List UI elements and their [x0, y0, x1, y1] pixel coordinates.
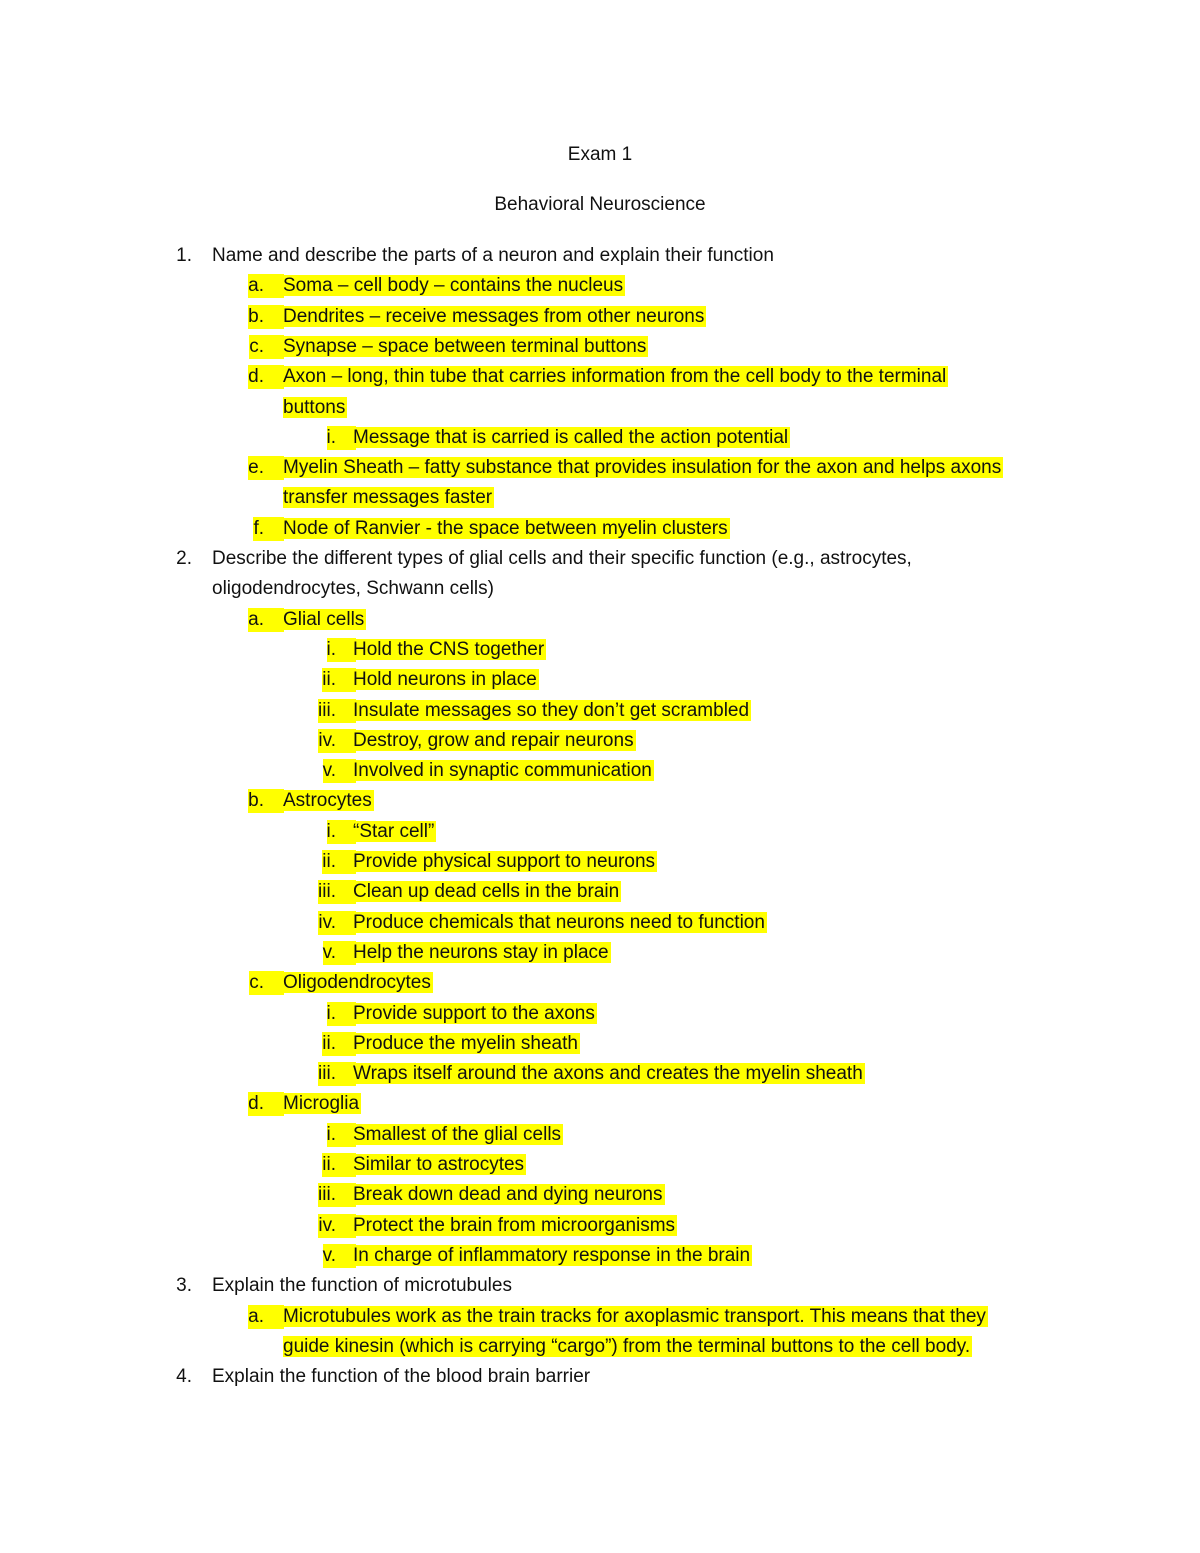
list-marker: 1.	[176, 245, 192, 266]
list-item-text: Node of Ranvier - the space between myelin clusters	[283, 518, 728, 539]
list-item	[353, 1032, 580, 1056]
list-marker: v.	[323, 759, 356, 783]
list-item-text: Involved in synaptic communication	[353, 760, 652, 781]
list-item	[283, 789, 374, 813]
list-marker: ii.	[322, 668, 356, 692]
list-item-text: Clean up dead cells in the brain	[353, 881, 620, 902]
list-item	[353, 1062, 865, 1086]
list-item-text: Message that is carried is called the action potential	[353, 427, 789, 448]
list-marker: a.	[248, 274, 284, 298]
list-item-text: Describe the different types of glial cells and their specific function (e.g., astrocytes,	[212, 548, 912, 569]
list-item	[353, 941, 611, 965]
list-marker: a.	[248, 1305, 284, 1329]
list-item	[212, 577, 494, 601]
list-marker: 4.	[176, 1366, 192, 1387]
list-item-text: Similar to astrocytes	[353, 1154, 525, 1175]
list-marker: b.	[248, 789, 284, 813]
list-item	[283, 335, 648, 359]
list-item-text: Dendrites – receive messages from other neurons	[283, 306, 705, 327]
list-marker: iv.	[318, 729, 356, 753]
list-item-text: Axon – long, thin tube that carries information from the cell body to the terminal	[283, 366, 947, 387]
list-item-text: Name and describe the parts of a neuron and explain their function	[212, 245, 774, 266]
list-item	[353, 699, 751, 723]
list-item-text: Oligodendrocytes	[283, 972, 431, 993]
list-item-text: Provide physical support to neurons	[353, 851, 656, 872]
list-item-text: Destroy, grow and repair neurons	[353, 730, 634, 751]
list-marker: iv.	[318, 1214, 356, 1238]
list-item-text: Help the neurons stay in place	[353, 942, 609, 963]
list-marker: iii.	[318, 1183, 356, 1207]
list-marker: a.	[248, 608, 284, 632]
list-marker: iii.	[318, 1062, 356, 1086]
list-item	[353, 729, 636, 753]
list-marker: b.	[248, 305, 284, 329]
list-marker: d.	[248, 1092, 284, 1116]
list-item-text: transfer messages faster	[283, 487, 493, 508]
list-marker: d.	[248, 365, 284, 389]
list-marker: iii.	[318, 699, 356, 723]
list-item-text: guide kinesin (which is carrying “cargo”) from the terminal buttons to the cell body.	[283, 1336, 971, 1357]
list-item-text: “Star cell”	[353, 821, 435, 842]
list-item-text: Soma – cell body – contains the nucleus	[283, 275, 624, 296]
list-marker: e.	[248, 456, 284, 480]
list-marker: ii.	[322, 850, 356, 874]
list-marker: i.	[327, 1002, 357, 1026]
list-item-text: Produce the myelin sheath	[353, 1033, 578, 1054]
list-item-text: Explain the function of microtubules	[212, 1275, 512, 1296]
list-item	[353, 911, 767, 935]
list-item-text: Hold the CNS together	[353, 639, 545, 660]
list-item	[353, 850, 657, 874]
list-item-text: Produce chemicals that neurons need to function	[353, 912, 765, 933]
list-item-text: Synapse – space between terminal buttons	[283, 336, 647, 357]
list-item	[212, 244, 774, 268]
list-item	[283, 517, 730, 541]
list-item	[353, 1153, 526, 1177]
list-item-text: Hold neurons in place	[353, 669, 537, 690]
list-item	[353, 638, 546, 662]
list-item	[353, 426, 790, 450]
list-item	[353, 1214, 677, 1238]
list-item	[283, 608, 366, 632]
list-item	[212, 1365, 590, 1389]
list-item	[353, 1123, 563, 1147]
list-item	[283, 1092, 361, 1116]
list-marker: v.	[323, 1244, 356, 1268]
list-item	[283, 486, 494, 510]
list-marker: ii.	[322, 1153, 356, 1177]
list-item	[353, 1183, 665, 1207]
list-marker: f.	[253, 517, 284, 541]
list-marker: i.	[327, 1123, 357, 1147]
list-item-text: Astrocytes	[283, 790, 372, 811]
list-item	[283, 305, 706, 329]
list-item	[353, 820, 436, 844]
list-item	[353, 1002, 597, 1026]
list-item	[353, 759, 654, 783]
list-marker: v.	[323, 941, 356, 965]
list-marker: iv.	[318, 911, 356, 935]
list-item	[283, 396, 347, 420]
list-item-text: In charge of inflammatory response in the brain	[353, 1245, 751, 1266]
document-title: Exam 1	[567, 144, 633, 165]
document-subtitle: Behavioral Neuroscience	[494, 194, 706, 215]
list-item-text: Glial cells	[283, 609, 365, 630]
list-item-text: Smallest of the glial cells	[353, 1124, 562, 1145]
list-marker: c.	[249, 335, 284, 359]
list-item	[212, 547, 912, 571]
list-item-text: Microglia	[283, 1093, 360, 1114]
list-marker: ii.	[322, 1032, 356, 1056]
list-item	[353, 880, 621, 904]
list-item	[283, 971, 433, 995]
list-item	[353, 668, 539, 692]
list-item-text: Break down dead and dying neurons	[353, 1184, 663, 1205]
list-item-text: Myelin Sheath – fatty substance that provides insulation for the axon and helps axons	[283, 457, 1002, 478]
list-marker: i.	[327, 638, 357, 662]
list-item-text: Insulate messages so they don’t get scrambled	[353, 700, 750, 721]
list-item-text: oligodendrocytes, Schwann cells)	[212, 578, 494, 599]
list-item-text: Protect the brain from microorganisms	[353, 1215, 676, 1236]
list-item	[283, 365, 948, 389]
list-item	[283, 456, 1003, 480]
list-marker: 3.	[176, 1275, 192, 1296]
list-marker: iii.	[318, 880, 356, 904]
list-item	[353, 1244, 752, 1268]
list-item-text: buttons	[283, 397, 346, 418]
list-marker: i.	[327, 820, 357, 844]
list-item-text: Explain the function of the blood brain barrier	[212, 1366, 591, 1387]
list-item-text: Provide support to the axons	[353, 1003, 595, 1024]
list-item	[212, 1274, 512, 1298]
list-item-text: Wraps itself around the axons and creates the myelin sheath	[353, 1063, 863, 1084]
list-marker: c.	[249, 971, 284, 995]
list-item	[283, 274, 625, 298]
list-item	[283, 1305, 988, 1329]
list-marker: i.	[327, 426, 357, 450]
list-item-text: Microtubules work as the train tracks for axoplasmic transport. This means that they	[283, 1306, 986, 1327]
list-marker: 2.	[176, 548, 192, 569]
list-item	[283, 1335, 972, 1359]
